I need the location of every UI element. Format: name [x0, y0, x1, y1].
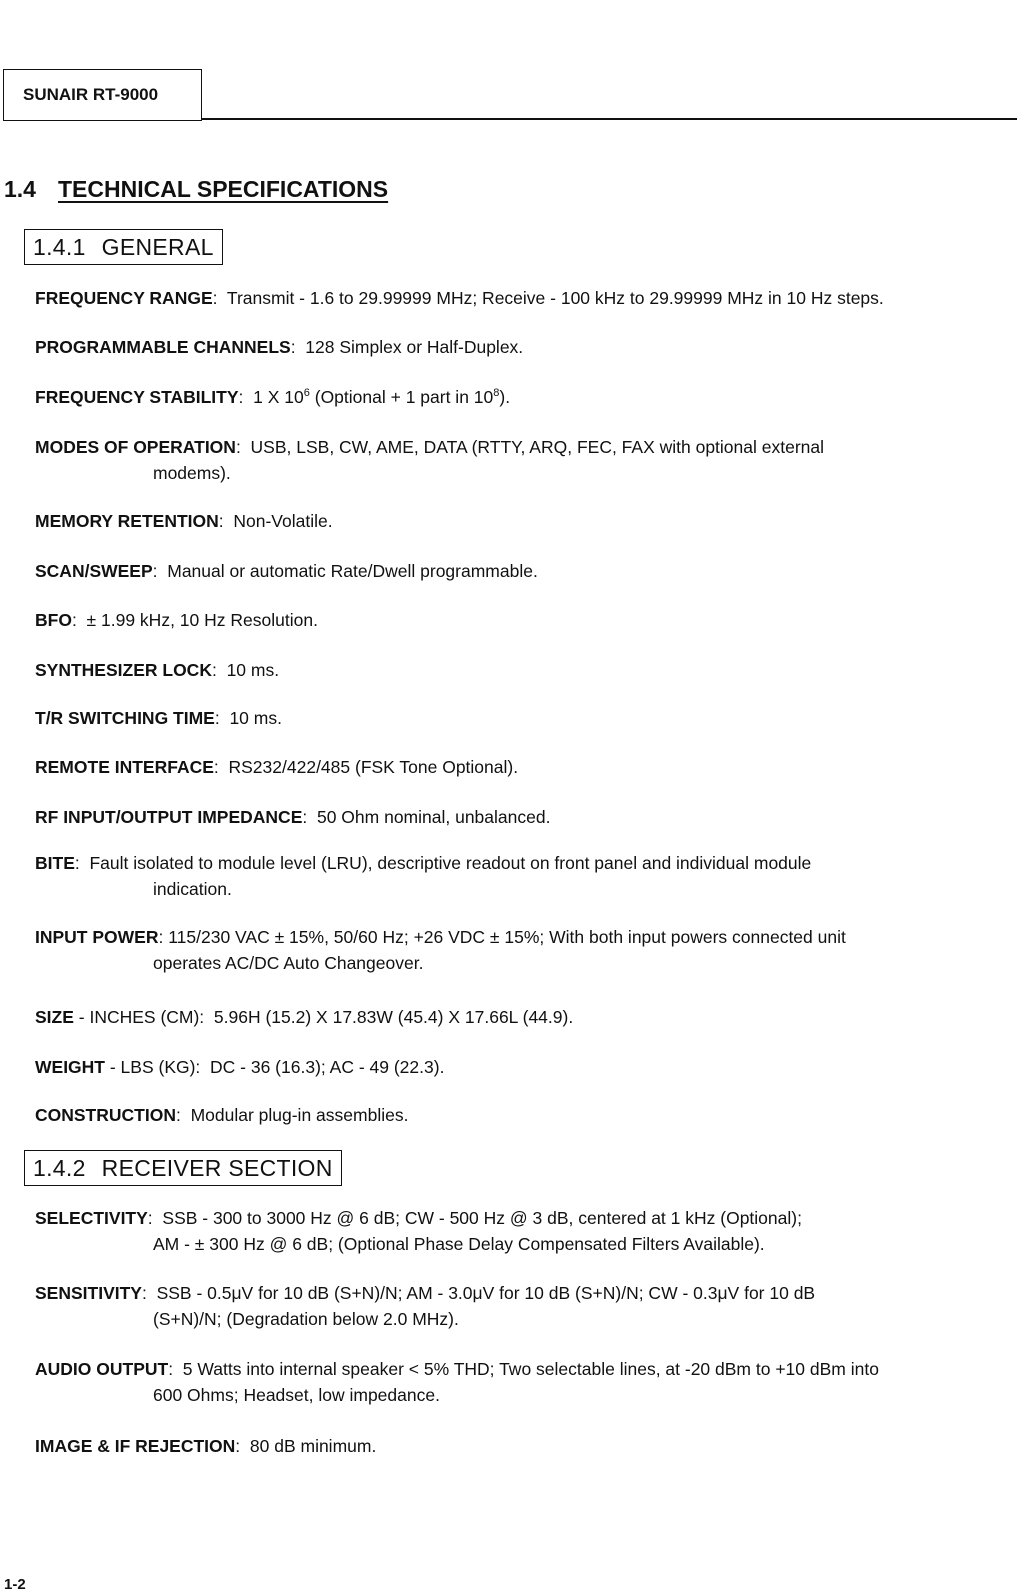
- spec-value: ± 1.99 kHz, 10 Hz Resolution.: [86, 610, 318, 630]
- header-rule: [202, 118, 1017, 120]
- spec-value-continued: AM - ± 300 Hz @ 6 dB; (Optional Phase Delay Compensated Filters Available).: [153, 1234, 765, 1254]
- spec-frequency-stability: FREQUENCY STABILITY: 1 X $10^6$ (Optional + 1 part in $10^8$).: [35, 387, 511, 407]
- spec-value-continued: modems).: [153, 463, 231, 483]
- spec-value-continued: indication.: [153, 879, 232, 899]
- spec-label: REMOTE INTERFACE: [35, 757, 214, 777]
- spec-image-if-rejection: IMAGE & IF REJECTION: 80 dB minimum.: [35, 1436, 377, 1456]
- spec-value: 5.96H (15.2) X 17.83W (45.4) X 17.66L (44.9).: [213, 1007, 574, 1027]
- subsection-receiver-heading: [24, 1150, 342, 1186]
- spec-selectivity: SELECTIVITY: SSB - 300 to 3000 Hz @ 6 dB; CW - 500 Hz @ 3 dB, centered at 1 kHz (Optional); AM - ± 300 Hz @ 6 dB; (Optional Phase Delay Compensated Filters Available).: [35, 1205, 1010, 1257]
- spec-frequency-range: FREQUENCY RANGE: Transmit - 1.6 to 29.99999 MHz; Receive - 100 kHz to 29.99999 MHz in 10 Hz steps.: [35, 288, 884, 308]
- spec-input-power: INPUT POWER: 115/230 VAC ± 15%, 50/60 Hz; +26 VDC ± 15%; With both input powers connected unit operates AC/DC Auto Changeover.: [35, 924, 1010, 976]
- section-title: [4, 176, 388, 203]
- spec-value: Manual or automatic Rate/Dwell programmable.: [167, 561, 538, 581]
- spec-label: SCAN/SWEEP: [35, 561, 153, 581]
- spec-value: Non-Volatile.: [233, 511, 333, 531]
- spec-value: Transmit - 1.6 to 29.99999 MHz; Receive - 100 kHz to 29.99999 MHz in 10 Hz steps.: [226, 288, 884, 308]
- subsection-title: RECEIVER SECTION: [101, 1155, 333, 1181]
- spec-bite: BITE: Fault isolated to module level (LRU), descriptive readout on front panel and individual module indication.: [35, 850, 1010, 902]
- spec-label: BITE: [35, 853, 75, 873]
- spec-value-continued: (S+N)/N; (Degradation below 2.0 MHz).: [153, 1309, 459, 1329]
- spec-label: FREQUENCY RANGE: [35, 288, 213, 308]
- subsection-title: GENERAL: [101, 234, 214, 260]
- spec-value: 50 Ohm nominal, unbalanced.: [316, 807, 551, 827]
- spec-value: 10 ms.: [229, 708, 282, 728]
- spec-value-continued: operates AC/DC Auto Changeover.: [153, 953, 424, 973]
- spec-label: BFO: [35, 610, 72, 630]
- spec-label: PROGRAMMABLE CHANNELS: [35, 337, 291, 357]
- spec-label: MODES OF OPERATION: [35, 437, 236, 457]
- spec-value: RS232/422/485 (FSK Tone Optional).: [228, 757, 519, 777]
- spec-modes-of-operation: MODES OF OPERATION: USB, LSB, CW, AME, DATA (RTTY, ARQ, FEC, FAX with optional external modems).: [35, 434, 1010, 486]
- spec-label: FREQUENCY STABILITY: [35, 387, 239, 407]
- spec-rf-impedance: RF INPUT/OUTPUT IMPEDANCE: 50 Ohm nominal, unbalanced.: [35, 807, 551, 827]
- spec-label: INPUT POWER: [35, 927, 159, 947]
- spec-memory-retention: MEMORY RETENTION: Non-Volatile.: [35, 511, 333, 531]
- spec-label: CONSTRUCTION: [35, 1105, 176, 1125]
- spec-value-continued: 600 Ohms; Headset, low impedance.: [153, 1385, 440, 1405]
- spec-label: SIZE: [35, 1007, 74, 1027]
- spec-label: RF INPUT/OUTPUT IMPEDANCE: [35, 807, 303, 827]
- section-number: 1.4: [4, 176, 36, 202]
- spec-label: SYNTHESIZER LOCK: [35, 660, 212, 680]
- spec-weight: [35, 1054, 1010, 1080]
- spec-audio-output: AUDIO OUTPUT: 5 Watts into internal speaker < 5% THD; Two selectable lines, at -20 dBm to +10 dBm into 600 Ohms; Headset, low impedance.: [35, 1356, 1010, 1408]
- spec-programmable-channels: PROGRAMMABLE CHANNELS: 128 Simplex or Half-Duplex.: [35, 337, 524, 357]
- spec-sublabel: - INCHES (CM):: [73, 1007, 205, 1027]
- spec-label: SENSITIVITY: [35, 1283, 142, 1303]
- subsection-number: 1.4.1: [33, 234, 86, 260]
- spec-label: SELECTIVITY: [35, 1208, 148, 1228]
- spec-value: SSB - 0.5μV for 10 dB (S+N)/N; AM - 3.0μV for 10 dB (S+N)/N; CW - 0.3μV for 10 dB: [156, 1283, 816, 1303]
- spec-label: AUDIO OUTPUT: [35, 1359, 169, 1379]
- spec-label: IMAGE & IF REJECTION: [35, 1436, 236, 1456]
- spec-bfo: BFO: ± 1.99 kHz, 10 Hz Resolution.: [35, 610, 318, 630]
- spec-value: 10 ms.: [226, 660, 280, 680]
- spec-value: 1 X 10: [253, 387, 304, 407]
- spec-sublabel: - LBS (KG):: [105, 1057, 201, 1077]
- spec-value: Fault isolated to module level (LRU), descriptive readout on front panel and individual module: [89, 853, 812, 873]
- spec-value: 80 dB minimum.: [249, 1436, 377, 1456]
- spec-label: T/R SWITCHING TIME: [35, 708, 215, 728]
- subsection-number: 1.4.2: [33, 1155, 86, 1181]
- page-number: 1-2: [4, 1576, 26, 1593]
- spec-tr-switching-time: T/R SWITCHING TIME: 10 ms.: [35, 708, 282, 728]
- spec-size: [35, 1004, 1010, 1030]
- spec-label: MEMORY RETENTION: [35, 511, 219, 531]
- spec-value: 115/230 VAC ± 15%, 50/60 Hz; +26 VDC ± 15%; With both input powers connected unit: [168, 927, 846, 947]
- spec-value: Modular plug-in assemblies.: [190, 1105, 409, 1125]
- section-title-text: TECHNICAL SPECIFICATIONS: [58, 176, 389, 202]
- subsection-general-heading: [24, 229, 223, 265]
- spec-value: USB, LSB, CW, AME, DATA (RTTY, ARQ, FEC, FAX with optional external: [250, 437, 825, 457]
- spec-value: SSB - 300 to 3000 Hz @ 6 dB; CW - 500 Hz @ 3 dB, centered at 1 kHz (Optional);: [162, 1208, 802, 1228]
- document-header-box: [3, 69, 202, 121]
- exponent: 6: [303, 387, 310, 400]
- spec-label: WEIGHT: [35, 1057, 105, 1077]
- exponent: 8: [493, 387, 500, 400]
- spec-value: DC - 36 (16.3); AC - 49 (22.3).: [210, 1057, 445, 1077]
- spec-synthesizer-lock: SYNTHESIZER LOCK: 10 ms.: [35, 660, 280, 680]
- model-title: SUNAIR RT-9000: [23, 85, 159, 104]
- spec-value: (Optional + 1 part in 10: [309, 387, 494, 407]
- spec-construction: CONSTRUCTION: Modular plug-in assemblies.: [35, 1105, 409, 1125]
- spec-sensitivity: SENSITIVITY: SSB - 0.5μV for 10 dB (S+N)/N; AM - 3.0μV for 10 dB (S+N)/N; CW - 0.3μV for 10 dB (S+N)/N; (Degradation below 2.0 MHz).: [35, 1280, 1010, 1332]
- spec-scan-sweep: SCAN/SWEEP: Manual or automatic Rate/Dwell programmable.: [35, 561, 538, 581]
- spec-value: ).: [499, 387, 511, 407]
- spec-value: 5 Watts into internal speaker < 5% THD; Two selectable lines, at -20 dBm to +10 dBm into: [182, 1359, 879, 1379]
- spec-value: 128 Simplex or Half-Duplex.: [305, 337, 524, 357]
- spec-remote-interface: REMOTE INTERFACE: RS232/422/485 (FSK Tone Optional).: [35, 757, 519, 777]
